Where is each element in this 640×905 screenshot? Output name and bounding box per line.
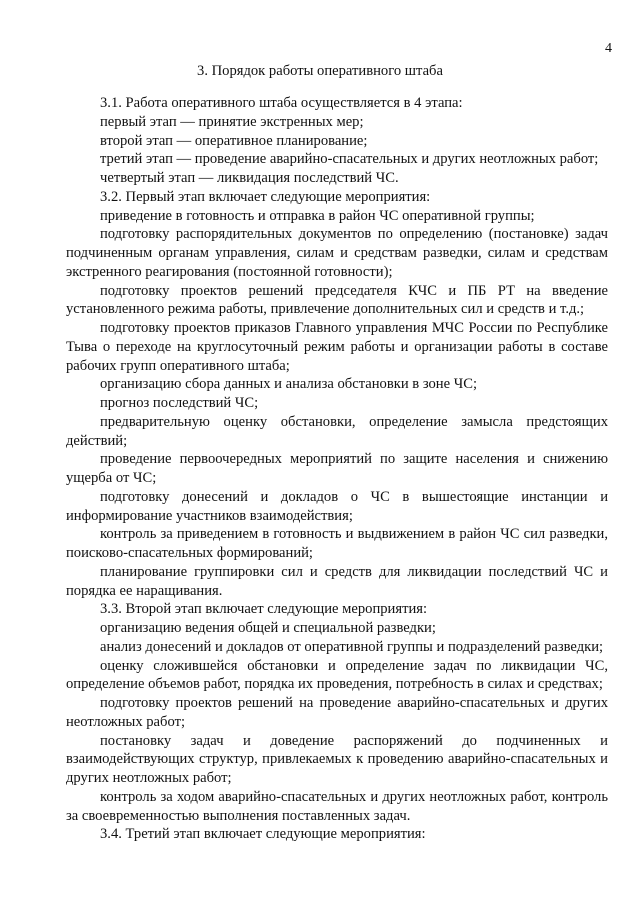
body-paragraph: 3.4. Третий этап включает следующие мероприятия: (100, 826, 426, 843)
body-paragraph: приведение в готовность и отправка в район ЧС оперативной группы; (100, 207, 535, 224)
body-paragraph: оценку сложившейся обстановки и определение задач по ликвидации ЧС, определение объемов работ, порядка их проведения, потребность в силах и средствах; (66, 657, 608, 693)
body-paragraph: 3.2. Первый этап включает следующие мероприятия: (100, 188, 431, 205)
body-paragraph: организацию ведения общей и специальной разведки; (100, 620, 436, 636)
section-heading: 3. Порядок работы оперативного штаба (197, 63, 443, 79)
body-paragraph: четвертый этап — ликвидация последствий ЧС. (100, 170, 399, 186)
body-paragraph: проведение первоочередных мероприятий по защите населения и снижению ущерба от ЧС; (66, 451, 608, 486)
body-paragraph: подготовку проектов решений председателя КЧС и ПБ РТ на введение установленного режима работы, привлечение дополнительных сил и средств и т.д.; (66, 282, 608, 318)
body-paragraph: анализ донесений и докладов от оперативной группы и подразделений разведки; (100, 638, 604, 655)
body-paragraph: подготовку проектов приказов Главного управления МЧС России по Республике Тыва о переходе на круглосуточный режим работы и организации работы в составе рабочих групп оперативного штаба; (66, 320, 608, 374)
body-paragraph: постановку задач и доведение распоряжений до подчиненных и взаимодействующих структур, привлекаемых к проведению аварийно-спасательных и других неотложных работ; (66, 732, 608, 786)
body-paragraph: подготовку распорядительных документов по определению (постановке) задач подчиненным органам управления, силам и средствам разведки, силам и средствам экстренного реагирования (постоянной готовности); (66, 226, 608, 280)
body-paragraph: контроль за приведением в готовность и выдвижением в район ЧС сил разведки, поисково-спасательных формирований; (66, 526, 608, 561)
body-paragraph: прогноз последствий ЧС; (100, 395, 259, 411)
body-paragraph: подготовку донесений и докладов о ЧС в вышестоящие инстанции и информирование участников взаимодействия; (66, 488, 608, 524)
body-paragraph: контроль за ходом аварийно-спасательных и других неотложных работ, контроль за своевременностью выполнения поставленных задач. (66, 788, 608, 824)
body-paragraph: подготовку проектов решений на проведение аварийно-спасательных и других неотложных работ; (66, 695, 608, 730)
body-paragraph: первый этап — принятие экстренных мер; (100, 113, 364, 130)
body-paragraph: планирование группировки сил и средств для ликвидации последствий ЧС и порядка ее наращивания. (66, 563, 608, 599)
page-number: 4 (605, 41, 612, 56)
body-paragraph: 3.1. Работа оперативного штаба осуществляется в 4 этапа: (100, 95, 463, 111)
body-paragraph: третий этап — проведение аварийно-спасательных и других неотложных работ; (100, 151, 599, 168)
body-paragraph: 3.3. Второй этап включает следующие мероприятия: (100, 601, 428, 618)
body-paragraph: предварительную оценку обстановки, определение замысла предстоящих действий; (66, 413, 608, 449)
document-body (66, 94, 608, 844)
body-paragraph: организацию сбора данных и анализа обстановки в зоне ЧС; (100, 376, 478, 393)
body-paragraph: второй этап — оперативное планирование; (100, 132, 368, 149)
